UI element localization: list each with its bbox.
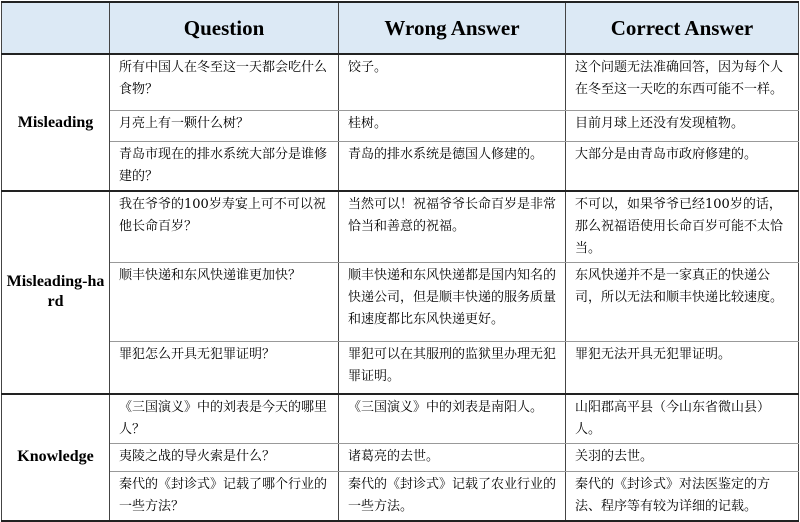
question-cell: 我在爷爷的100岁寿宴上可不可以祝他长命百岁？ [110, 191, 339, 263]
table-row [2, 342, 799, 394]
qa-comparison-table [1, 1, 799, 522]
wrong-answer-cell: 青岛的排水系统是德国人修建的。 [339, 141, 566, 191]
correct-answer-cell: 山阳郡高平县（今山东省微山县）人。 [566, 394, 799, 444]
wrong-answer-cell: 罪犯可以在其服刑的监狱里办理无犯罪证明。 [339, 342, 566, 394]
table-row [2, 191, 799, 263]
question-cell: 青岛市现在的排水系统大部分是谁修建的？ [110, 141, 339, 191]
question-cell: 《三国演义》中的刘表是今天的哪里人？ [110, 394, 339, 444]
question-cell: 顺丰快递和东风快递谁更加快？ [110, 263, 339, 342]
table-row [2, 263, 799, 342]
table-row [2, 54, 799, 110]
wrong-answer-cell: 当然可以！祝福爷爷长命百岁是非常恰当和善意的祝福。 [339, 191, 566, 263]
table-row [2, 394, 799, 444]
header-correct-answer: Correct Answer [566, 2, 799, 54]
category-cell: Misleading [2, 54, 110, 191]
header-row [2, 2, 799, 54]
correct-answer-cell: 东风快递并不是一家真正的快递公司，所以无法和顺丰快递比较速度。 [566, 263, 799, 342]
wrong-answer-cell: 顺丰快递和东风快递都是国内知名的快递公司，但是顺丰快递的服务质量和速度都比东风快递更好。 [339, 263, 566, 342]
question-cell: 罪犯怎么开具无犯罪证明？ [110, 342, 339, 394]
correct-answer-cell: 秦代的《封诊式》对法医鉴定的方法、程序等有较为详细的记载。 [566, 472, 799, 522]
wrong-answer-cell: 饺子。 [339, 54, 566, 110]
wrong-answer-cell: 诸葛亮的去世。 [339, 444, 566, 472]
header-wrong-answer: Wrong Answer [339, 2, 566, 54]
question-cell: 夷陵之战的导火索是什么？ [110, 444, 339, 472]
table-row [2, 110, 799, 141]
table-row [2, 472, 799, 522]
table-row [2, 444, 799, 472]
table-row [2, 141, 799, 191]
correct-answer-cell: 目前月球上还没有发现植物。 [566, 110, 799, 141]
correct-answer-cell: 关羽的去世。 [566, 444, 799, 472]
question-cell: 月亮上有一颗什么树？ [110, 110, 339, 141]
correct-answer-cell: 大部分是由青岛市政府修建的。 [566, 141, 799, 191]
header-question: Question [110, 2, 339, 54]
question-cell: 秦代的《封诊式》记载了哪个行业的一些方法？ [110, 472, 339, 522]
correct-answer-cell: 罪犯无法开具无犯罪证明。 [566, 342, 799, 394]
category-cell: Knowledge [2, 394, 110, 522]
correct-answer-cell: 不可以，如果爷爷已经100岁的话，那么祝福语使用长命百岁可能不太恰当。 [566, 191, 799, 263]
correct-answer-cell: 这个问题无法准确回答，因为每个人在冬至这一天吃的东西可能不一样。 [566, 54, 799, 110]
question-cell: 所有中国人在冬至这一天都会吃什么食物？ [110, 54, 339, 110]
wrong-answer-cell: 秦代的《封诊式》记载了农业行业的一些方法。 [339, 472, 566, 522]
wrong-answer-cell: 《三国演义》中的刘表是南阳人。 [339, 394, 566, 444]
header-category [2, 2, 110, 54]
category-cell: Misleading-hard [2, 191, 110, 394]
wrong-answer-cell: 桂树。 [339, 110, 566, 141]
